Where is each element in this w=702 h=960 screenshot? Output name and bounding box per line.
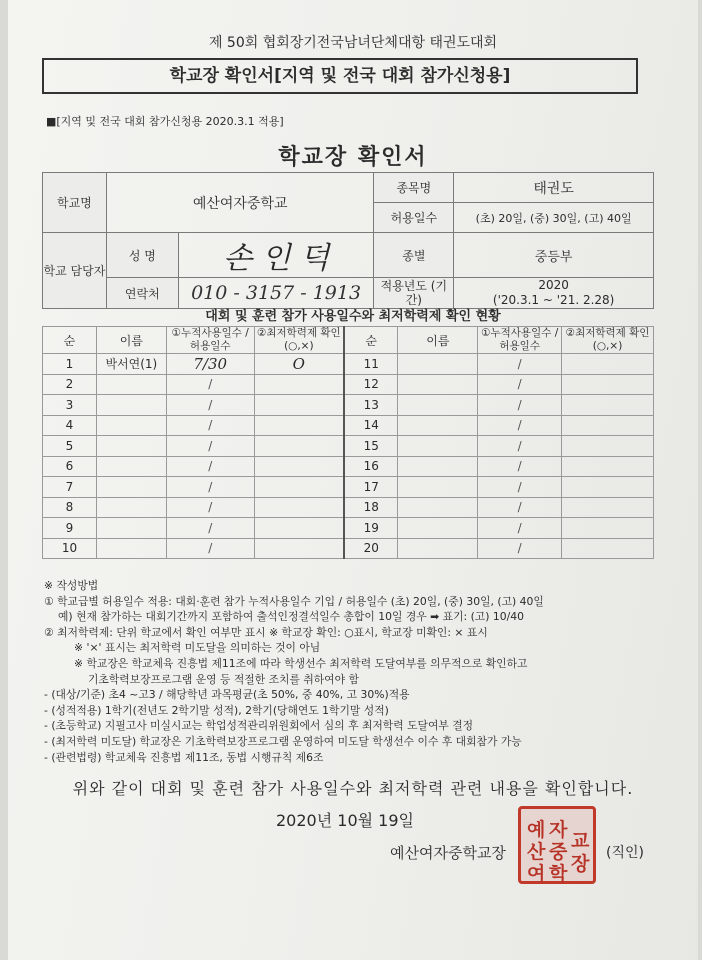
name-value <box>178 233 374 278</box>
row-name <box>398 415 478 436</box>
row-no: 7 <box>43 477 97 498</box>
table-row <box>43 436 654 457</box>
seal-char: 중 <box>549 841 568 863</box>
table-row <box>43 456 654 477</box>
row-days: / <box>478 477 562 498</box>
row-min <box>562 436 654 457</box>
row-days: / <box>166 477 254 498</box>
row-min <box>562 538 654 559</box>
row-days: / <box>166 538 254 559</box>
seal-char: 예 <box>527 819 546 841</box>
row-name <box>398 538 478 559</box>
seal-char: 교 <box>571 830 590 852</box>
note-line: 기초학력보장프로그램 운영 등 적절한 조치를 취하여야 함 <box>88 672 359 686</box>
row-min <box>254 456 344 477</box>
row-days: / <box>478 497 562 518</box>
row-name <box>398 456 478 477</box>
row-name <box>96 518 166 539</box>
name-label: 성 명 <box>106 233 178 278</box>
table-row <box>43 538 654 559</box>
event-title: 제 50회 협회장기전국남녀단체대항 태권도대회 <box>208 35 498 51</box>
row-name <box>398 518 478 539</box>
col-no-right: 순 <box>344 327 398 354</box>
note-line: ② 최저학력제: 단위 학교에서 확인 여부만 표시 ※ 학교장 확인: ○표시, 학교장 미확인: × 표시 <box>44 625 488 639</box>
year-label: 적용년도 (기간) <box>374 278 454 309</box>
row-no: 10 <box>43 538 97 559</box>
row-min <box>254 415 344 436</box>
row-no: 2 <box>43 374 97 395</box>
col-min-right: ②최저학력제 확인(○,×) <box>562 327 654 354</box>
records-table <box>42 326 654 559</box>
table-row <box>43 374 654 395</box>
row-days: / <box>166 374 254 395</box>
year-value: 2020 <box>538 278 569 292</box>
note-line: - (초등학교) 지필고사 미실시교는 학업성적관리위원회에서 심의 후 최저학력 도달여부 결정 <box>44 719 474 733</box>
official-seal-stamp <box>518 806 596 884</box>
year-value-cell <box>454 278 654 309</box>
seal-label: (직인) <box>606 845 644 861</box>
row-no: 5 <box>43 436 97 457</box>
col-name-right: 이름 <box>398 327 478 354</box>
row-days: / <box>166 395 254 416</box>
row-name <box>96 477 166 498</box>
row-name <box>96 415 166 436</box>
note-line: ※ 학교장은 학교체육 진흥법 제11조에 따라 학생선수 최저학력 도달여부를 의무적으로 확인하고 <box>74 656 528 670</box>
row-days: / <box>166 518 254 539</box>
table-row <box>43 497 654 518</box>
event-label: 종목명 <box>374 173 454 203</box>
seal-char: 장 <box>571 853 590 875</box>
row-name <box>398 497 478 518</box>
row-name <box>398 436 478 457</box>
row-days: / <box>478 415 562 436</box>
note-line: - (대상/기준) 초4 ~고3 / 해당학년 과목평균(초 50%, 중 40%, 고 30%)적용 <box>44 688 410 702</box>
row-name <box>96 436 166 457</box>
allow-days-value: (초) 20일, (중) 30일, (고) 40일 <box>454 203 654 233</box>
row-no: 20 <box>344 538 398 559</box>
row-days: / <box>478 538 562 559</box>
note-line: - (관련법령) 학교체육 진흥법 제11조, 동법 시행규칙 제6조 <box>44 750 324 764</box>
col-min-left: ②최저학력제 확인(○,×) <box>254 327 344 354</box>
notes-heading: ※ 작성방법 <box>44 579 99 592</box>
row-min <box>254 477 344 498</box>
principal-signature: 예산여자중학교장 <box>390 844 506 862</box>
row-min: O <box>254 354 344 375</box>
row-no: 4 <box>43 415 97 436</box>
row-no: 6 <box>43 456 97 477</box>
table-row <box>43 354 654 375</box>
school-label: 학교명 <box>43 173 107 233</box>
apply-note: ■[지역 및 전국 대회 참가신청용 2020.3.1 적용] <box>46 115 284 128</box>
event-value: 태권도 <box>454 173 654 203</box>
doc-title: 학교장 확인서 <box>278 145 428 170</box>
row-days: / <box>478 436 562 457</box>
row-days: / <box>166 415 254 436</box>
row-no: 19 <box>344 518 398 539</box>
contact-value <box>178 278 374 309</box>
row-min <box>254 518 344 539</box>
row-days: / <box>478 395 562 416</box>
row-days: / <box>166 497 254 518</box>
row-min <box>562 518 654 539</box>
row-days: / <box>478 354 562 375</box>
row-no: 18 <box>344 497 398 518</box>
note-line: ① 학교급별 허용일수 적용: 대회·훈련 참가 누적사용일수 기입 / 허용일수 (초) 20일, (중) 30일, (고) 40일 <box>44 594 544 608</box>
note-line: - (최저학력 미도달) 학교장은 기초학력보장프로그램 운영하여 미도달 학생선수 이수 후 대회참가 가능 <box>44 734 522 748</box>
row-name <box>398 477 478 498</box>
row-min <box>562 415 654 436</box>
row-name <box>96 456 166 477</box>
row-days: / <box>166 456 254 477</box>
row-no: 12 <box>344 374 398 395</box>
row-name <box>96 497 166 518</box>
note-line: - (성적적용) 1학기(전년도 2학기말 성적), 2학기(당해연도 1학기말 성적) <box>44 703 389 717</box>
col-name-left: 이름 <box>96 327 166 354</box>
row-no: 8 <box>43 497 97 518</box>
row-no: 17 <box>344 477 398 498</box>
row-min <box>562 374 654 395</box>
row-min <box>562 456 654 477</box>
row-min <box>254 374 344 395</box>
seal-char: 산 <box>527 841 546 863</box>
school-value: 예산여자중학교 <box>106 173 374 233</box>
row-days: / <box>478 456 562 477</box>
row-no: 11 <box>344 354 398 375</box>
row-days: / <box>478 374 562 395</box>
table-row <box>43 395 654 416</box>
confirm-statement: 위와 같이 대회 및 훈련 참가 사용일수와 최저학력 관련 내용을 확인합니다. <box>72 779 634 798</box>
category-value: 중등부 <box>454 233 654 278</box>
row-min <box>562 497 654 518</box>
allow-days-label: 허용일수 <box>374 203 454 233</box>
row-no: 14 <box>344 415 398 436</box>
info-table <box>42 172 654 309</box>
main-title-box: 학교장 확인서[지역 및 전국 대회 참가신청용] <box>42 58 638 94</box>
row-name <box>398 374 478 395</box>
row-min <box>562 354 654 375</box>
document-paper <box>8 0 698 960</box>
note-line: ※ '×' 표시는 최저학력 미도달을 의미하는 것이 아님 <box>74 641 321 655</box>
note-line: 예) 현재 참가하는 대회기간까지 포함하여 출석인정결석일수 총합이 10일 경우 ➡ 표기: (고) 10/40 <box>58 610 524 624</box>
row-no: 1 <box>43 354 97 375</box>
row-days: / <box>478 518 562 539</box>
row-min <box>254 436 344 457</box>
row-name <box>96 374 166 395</box>
seal-char: 여 <box>527 863 546 885</box>
manager-label: 학교 담당자 <box>43 233 107 309</box>
seal-char: 자 <box>549 819 568 841</box>
table-row <box>43 477 654 498</box>
records-section-title: 대회 및 훈련 참가 사용일수와 최저학력제 확인 현황 <box>205 309 501 324</box>
row-min <box>254 497 344 518</box>
row-no: 13 <box>344 395 398 416</box>
row-min <box>254 538 344 559</box>
row-no: 3 <box>43 395 97 416</box>
col-no-left: 순 <box>43 327 97 354</box>
row-min <box>562 395 654 416</box>
row-no: 15 <box>344 436 398 457</box>
category-label: 종별 <box>374 233 454 278</box>
table-row <box>43 518 654 539</box>
row-days: 7/30 <box>166 354 254 375</box>
row-name <box>96 395 166 416</box>
row-no: 9 <box>43 518 97 539</box>
row-name <box>398 354 478 375</box>
writing-notes <box>44 578 664 765</box>
row-name <box>398 395 478 416</box>
contact-handwritten: 010 - 3157 - 1913 <box>191 282 362 304</box>
col-days-left: ①누적사용일수 /허용일수 <box>166 327 254 354</box>
seal-char: 학 <box>549 863 568 885</box>
row-name <box>96 538 166 559</box>
contact-label: 연락처 <box>106 278 178 309</box>
col-days-right: ①누적사용일수 /허용일수 <box>478 327 562 354</box>
table-row <box>43 415 654 436</box>
row-min <box>254 395 344 416</box>
confirm-date: 2020년 10월 19일 <box>276 811 414 830</box>
row-no: 16 <box>344 456 398 477</box>
row-name: 박서연(1) <box>96 354 166 375</box>
period-value: ('20.3.1 ~ '21. 2.28) <box>492 293 615 307</box>
name-signature: 손 인 덕 <box>223 241 330 276</box>
row-days: / <box>166 436 254 457</box>
row-min <box>562 477 654 498</box>
